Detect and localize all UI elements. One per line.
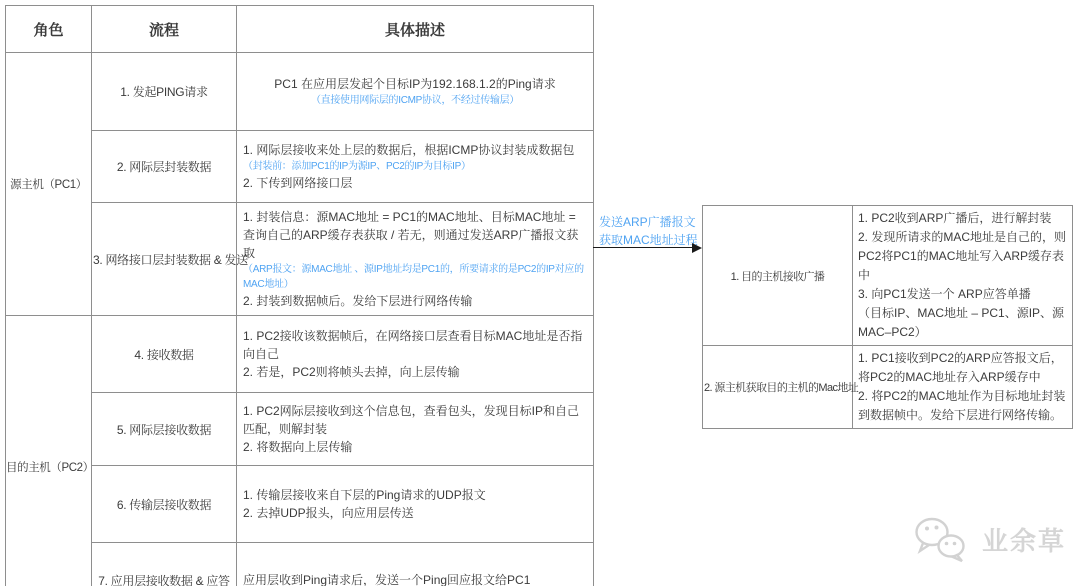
watermark [910,514,1066,564]
wechat-logo-icon [910,514,972,564]
description-cell [853,206,1073,346]
connector-arrowhead-icon [692,243,702,253]
table-row [6,203,594,316]
table-row [703,346,1073,429]
description-cell [237,131,594,203]
table-row [6,543,594,586]
table-row [6,466,594,543]
process-cell: 1. 目的主机接收广播 [703,206,853,346]
watermark-text: 业余草 [982,525,1067,556]
process-cell: 4. 接收数据 [92,316,237,393]
desc-line: 2. 将数据向上层传输 [243,440,353,454]
desc-line: 1. PC1接收到PC2的ARP应答报文后，将PC2的MAC地址存入ARP缓存中 [858,351,1063,384]
table-row [6,53,594,131]
process-cell: 2. 网际层封装数据 [92,131,237,203]
desc-note-line: （封装前：添加PC1的IP为源IP、PC2的IP为目标IP） [243,161,471,172]
desc-line: 2. 将PC2的MAC地址作为目标地址封装到数据帧中。发给下层进行网络传输。 [858,389,1066,422]
desc-note-line: （直接使用网际层的ICMP协议，不经过传输层） [310,95,520,106]
desc-line: 2. 下传到网络接口层 [243,176,353,190]
description-cell [853,346,1073,429]
arp-process-caption: 发送ARP广播报文获取MAC地址过程 [599,215,698,247]
desc-line: （目标IP、MAC地址 – PC1、源IP、源MAC–PC2） [858,306,1065,339]
desc-line: 2. 去掉UDP报头，向应用层传送 [243,506,414,520]
desc-line: 1. PC2网际层接收到这个信息包，查看包头，发现目标IP和自己匹配，则解封装 [243,404,580,436]
desc-line: 2. 封装到数据帧后。发给下层进行网络传输 [243,294,473,308]
role-cell-source-host: 源主机（PC1） [6,53,92,316]
description-cell [237,53,594,131]
col-header-process: 流程 [92,6,237,53]
desc-line: 应用层收到Ping请求后，发送一个Ping回应报文给PC1 [243,573,531,586]
desc-line: 1. PC2接收该数据帧后，在网络接口层查看目标MAC地址是否指向自己 [243,329,583,361]
arp-subprocess-table [702,205,1073,429]
main-flow-table [5,5,594,586]
table-row [6,393,594,466]
desc-note-line: （ARP报文：源MAC地址 、源IP地址均是PC1的，所要请求的是PC2的IP对应的MAC地址） [243,264,584,290]
desc-line: 1. 网际层接收来处上层的数据后，根据ICMP协议封装成数据包 [243,143,575,157]
description-cell [237,316,594,393]
table-row [6,131,594,203]
process-cell: 1. 发起PING请求 [92,53,237,131]
table-row [6,316,594,393]
table-row [703,206,1073,346]
process-cell: 6. 传输层接收数据 [92,466,237,543]
description-cell [237,466,594,543]
desc-line: 1. 传输层接收来自下层的Ping请求的UDP报文 [243,488,486,502]
header-row [6,6,594,53]
desc-line: 2. 若是，PC2则将帧头去掉，向上层传输 [243,365,460,379]
description-cell [237,543,594,586]
desc-line: 2. 发现所请求的MAC地址是自己的，则PC2将PC1的MAC地址写入ARP缓存表中 [858,230,1067,282]
process-cell: 7. 应用层接收数据 & 应答 [92,543,237,586]
process-cell: 2. 源主机获取目的主机的Mac地址 [703,346,853,429]
desc-line: 1. 封装信息：源MAC地址 = PC1的MAC地址、目标MAC地址 = 查询自己的ARP缓存表获取 / 若无，则通过发送ARP广播报文获取 [243,210,579,260]
col-header-description: 具体描述 [237,6,594,53]
desc-line: 3. 向PC1发送一个 ARP应答单播 [858,287,1031,301]
process-cell: 3. 网络接口层封装数据 & 发送 [92,203,237,316]
description-cell [237,203,594,316]
connector-arrow-line [593,247,693,248]
desc-line: PC1 在应用层发起个目标IP为192.168.1.2的Ping请求 [274,77,556,91]
role-cell-destination-host: 目的主机（PC2） [6,316,92,586]
desc-line: 1. PC2收到ARP广播后，进行解封装 [858,211,1052,225]
description-cell [237,393,594,466]
process-cell: 5. 网际层接收数据 [92,393,237,466]
col-header-role: 角色 [6,6,92,53]
